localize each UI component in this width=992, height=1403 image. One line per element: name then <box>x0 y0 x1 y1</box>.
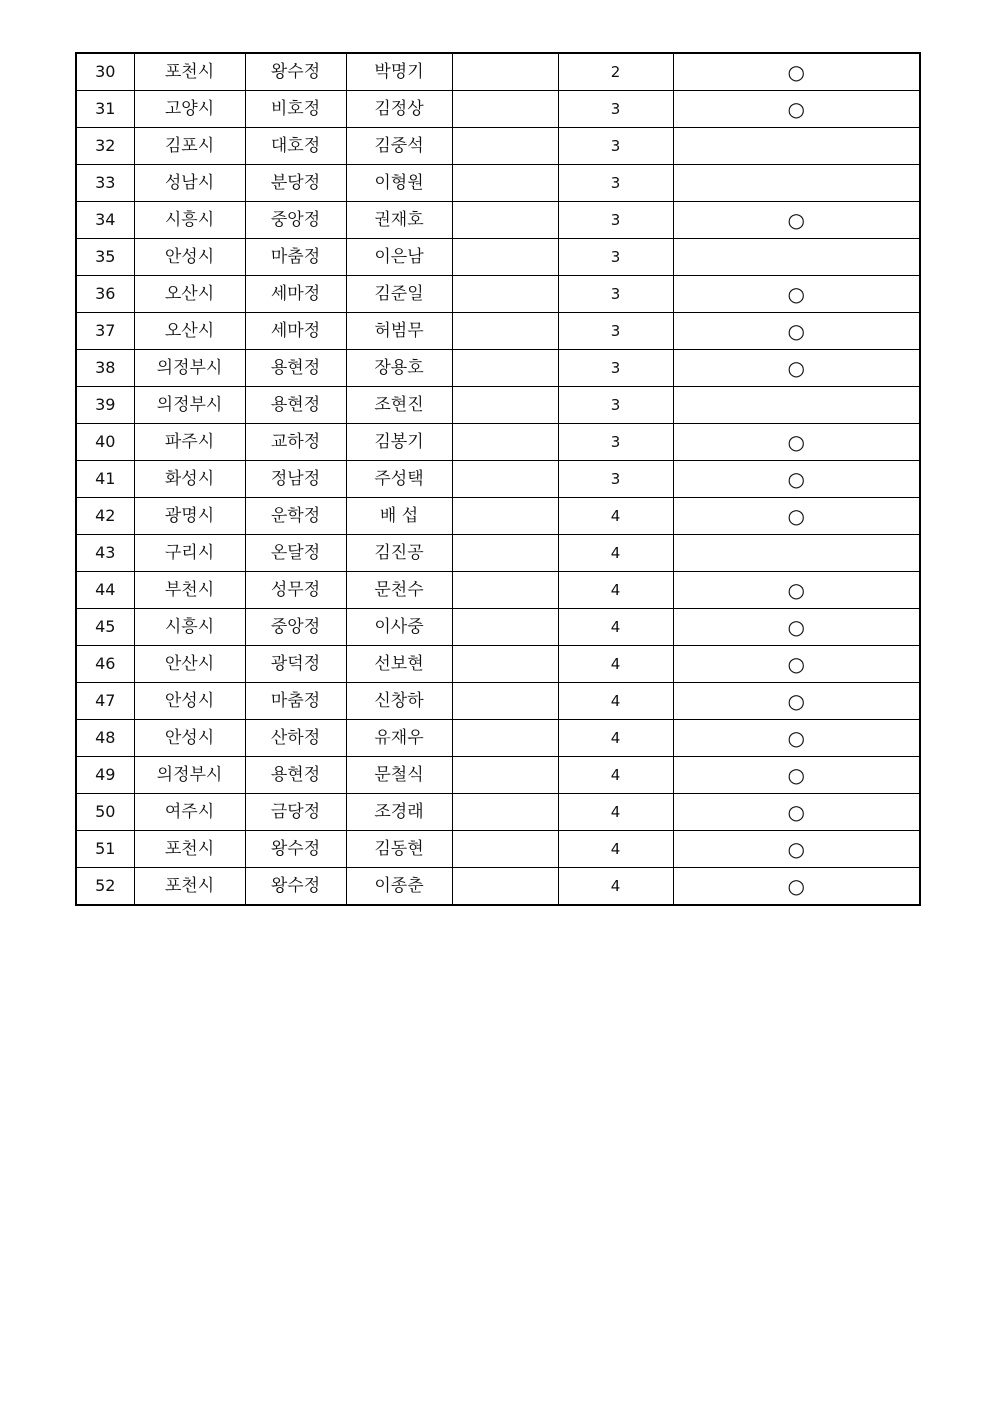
blank-cell <box>452 53 558 91</box>
blank-cell <box>452 461 558 498</box>
branch-cell: 왕수정 <box>245 831 346 868</box>
grade-cell: 4 <box>558 720 673 757</box>
check-mark-cell <box>673 239 920 276</box>
city-cell: 포천시 <box>134 53 245 91</box>
grade-cell: 4 <box>558 609 673 646</box>
blank-cell <box>452 387 558 424</box>
member-name-cell: 박명기 <box>346 53 452 91</box>
grade-cell: 4 <box>558 498 673 535</box>
city-cell: 고양시 <box>134 91 245 128</box>
member-name-cell: 문철식 <box>346 757 452 794</box>
blank-cell <box>452 276 558 313</box>
table-row <box>76 646 920 683</box>
city-cell: 파주시 <box>134 424 245 461</box>
member-name-cell: 이형원 <box>346 165 452 202</box>
check-mark-cell: ○ <box>673 831 920 868</box>
blank-cell <box>452 794 558 831</box>
branch-cell: 교하정 <box>245 424 346 461</box>
row-number-cell: 34 <box>76 202 134 239</box>
blank-cell <box>452 535 558 572</box>
member-name-cell: 선보현 <box>346 646 452 683</box>
table-row <box>76 609 920 646</box>
check-mark-cell: ○ <box>673 757 920 794</box>
grade-cell: 3 <box>558 239 673 276</box>
blank-cell <box>452 313 558 350</box>
city-cell: 포천시 <box>134 831 245 868</box>
member-name-cell: 조경래 <box>346 794 452 831</box>
member-name-cell: 장용호 <box>346 350 452 387</box>
table-row <box>76 461 920 498</box>
table-row <box>76 683 920 720</box>
member-name-cell: 주성택 <box>346 461 452 498</box>
branch-cell: 용현정 <box>245 350 346 387</box>
branch-cell: 대호정 <box>245 128 346 165</box>
check-mark-cell: ○ <box>673 91 920 128</box>
member-name-cell: 허범무 <box>346 313 452 350</box>
row-number-cell: 44 <box>76 572 134 609</box>
row-number-cell: 42 <box>76 498 134 535</box>
table-row <box>76 868 920 906</box>
branch-cell: 용현정 <box>245 387 346 424</box>
table-row <box>76 165 920 202</box>
grade-cell: 4 <box>558 535 673 572</box>
row-number-cell: 38 <box>76 350 134 387</box>
blank-cell <box>452 424 558 461</box>
blank-cell <box>452 720 558 757</box>
grade-cell: 2 <box>558 53 673 91</box>
branch-cell: 중앙정 <box>245 202 346 239</box>
member-name-cell: 김정상 <box>346 91 452 128</box>
branch-cell: 마춤정 <box>245 239 346 276</box>
row-number-cell: 52 <box>76 868 134 906</box>
check-mark-cell: ○ <box>673 609 920 646</box>
check-mark-cell: ○ <box>673 646 920 683</box>
check-mark-cell: ○ <box>673 313 920 350</box>
check-mark-cell <box>673 387 920 424</box>
city-cell: 포천시 <box>134 868 245 906</box>
grade-cell: 3 <box>558 387 673 424</box>
table-row <box>76 91 920 128</box>
branch-cell: 광덕정 <box>245 646 346 683</box>
grade-cell: 3 <box>558 165 673 202</box>
grade-cell: 3 <box>558 424 673 461</box>
roster-table <box>75 52 921 906</box>
grade-cell: 4 <box>558 794 673 831</box>
row-number-cell: 50 <box>76 794 134 831</box>
grade-cell: 3 <box>558 350 673 387</box>
row-number-cell: 36 <box>76 276 134 313</box>
blank-cell <box>452 128 558 165</box>
member-name-cell: 김준일 <box>346 276 452 313</box>
blank-cell <box>452 609 558 646</box>
grade-cell: 3 <box>558 202 673 239</box>
member-name-cell: 조현진 <box>346 387 452 424</box>
table-row <box>76 424 920 461</box>
branch-cell: 세마정 <box>245 313 346 350</box>
row-number-cell: 47 <box>76 683 134 720</box>
grade-cell: 3 <box>558 276 673 313</box>
row-number-cell: 41 <box>76 461 134 498</box>
table-row <box>76 498 920 535</box>
table-row <box>76 387 920 424</box>
city-cell: 안산시 <box>134 646 245 683</box>
blank-cell <box>452 202 558 239</box>
blank-cell <box>452 646 558 683</box>
check-mark-cell: ○ <box>673 498 920 535</box>
blank-cell <box>452 572 558 609</box>
member-name-cell: 이은남 <box>346 239 452 276</box>
branch-cell: 세마정 <box>245 276 346 313</box>
city-cell: 시흥시 <box>134 202 245 239</box>
row-number-cell: 48 <box>76 720 134 757</box>
branch-cell: 금당정 <box>245 794 346 831</box>
row-number-cell: 35 <box>76 239 134 276</box>
table-row <box>76 276 920 313</box>
city-cell: 안성시 <box>134 683 245 720</box>
row-number-cell: 39 <box>76 387 134 424</box>
branch-cell: 용현정 <box>245 757 346 794</box>
blank-cell <box>452 165 558 202</box>
blank-cell <box>452 91 558 128</box>
city-cell: 의정부시 <box>134 350 245 387</box>
check-mark-cell: ○ <box>673 683 920 720</box>
city-cell: 의정부시 <box>134 757 245 794</box>
blank-cell <box>452 831 558 868</box>
row-number-cell: 31 <box>76 91 134 128</box>
branch-cell: 분당정 <box>245 165 346 202</box>
city-cell: 광명시 <box>134 498 245 535</box>
check-mark-cell: ○ <box>673 868 920 906</box>
blank-cell <box>452 498 558 535</box>
grade-cell: 4 <box>558 683 673 720</box>
check-mark-cell: ○ <box>673 572 920 609</box>
branch-cell: 온달정 <box>245 535 346 572</box>
table-row <box>76 535 920 572</box>
row-number-cell: 30 <box>76 53 134 91</box>
member-name-cell: 김동현 <box>346 831 452 868</box>
table-row <box>76 831 920 868</box>
city-cell: 김포시 <box>134 128 245 165</box>
row-number-cell: 46 <box>76 646 134 683</box>
member-name-cell: 신창하 <box>346 683 452 720</box>
table-row <box>76 757 920 794</box>
check-mark-cell: ○ <box>673 794 920 831</box>
branch-cell: 왕수정 <box>245 868 346 906</box>
city-cell: 오산시 <box>134 276 245 313</box>
city-cell: 안성시 <box>134 239 245 276</box>
grade-cell: 4 <box>558 831 673 868</box>
table-row <box>76 202 920 239</box>
city-cell: 오산시 <box>134 313 245 350</box>
branch-cell: 마춤정 <box>245 683 346 720</box>
branch-cell: 성무정 <box>245 572 346 609</box>
member-name-cell: 유재우 <box>346 720 452 757</box>
member-name-cell: 문천수 <box>346 572 452 609</box>
check-mark-cell: ○ <box>673 461 920 498</box>
grade-cell: 3 <box>558 128 673 165</box>
branch-cell: 산하정 <box>245 720 346 757</box>
check-mark-cell: ○ <box>673 350 920 387</box>
check-mark-cell: ○ <box>673 276 920 313</box>
check-mark-cell <box>673 535 920 572</box>
row-number-cell: 32 <box>76 128 134 165</box>
grade-cell: 4 <box>558 572 673 609</box>
member-name-cell: 김진공 <box>346 535 452 572</box>
branch-cell: 왕수정 <box>245 53 346 91</box>
city-cell: 성남시 <box>134 165 245 202</box>
check-mark-cell <box>673 128 920 165</box>
member-name-cell: 배 섭 <box>346 498 452 535</box>
branch-cell: 중앙정 <box>245 609 346 646</box>
branch-cell: 정남정 <box>245 461 346 498</box>
member-name-cell: 이사중 <box>346 609 452 646</box>
blank-cell <box>452 757 558 794</box>
row-number-cell: 45 <box>76 609 134 646</box>
table-row <box>76 720 920 757</box>
city-cell: 화성시 <box>134 461 245 498</box>
table-row <box>76 350 920 387</box>
row-number-cell: 37 <box>76 313 134 350</box>
table-row <box>76 572 920 609</box>
member-name-cell: 권재호 <box>346 202 452 239</box>
city-cell: 여주시 <box>134 794 245 831</box>
city-cell: 시흥시 <box>134 609 245 646</box>
grade-cell: 3 <box>558 461 673 498</box>
grade-cell: 4 <box>558 868 673 906</box>
blank-cell <box>452 868 558 906</box>
check-mark-cell: ○ <box>673 424 920 461</box>
branch-cell: 비호정 <box>245 91 346 128</box>
table-row <box>76 53 920 91</box>
blank-cell <box>452 683 558 720</box>
check-mark-cell: ○ <box>673 202 920 239</box>
check-mark-cell: ○ <box>673 720 920 757</box>
row-number-cell: 40 <box>76 424 134 461</box>
roster-table-body <box>76 53 920 905</box>
table-row <box>76 794 920 831</box>
city-cell: 안성시 <box>134 720 245 757</box>
blank-cell <box>452 239 558 276</box>
blank-cell <box>452 350 558 387</box>
table-row <box>76 128 920 165</box>
check-mark-cell <box>673 165 920 202</box>
check-mark-cell: ○ <box>673 53 920 91</box>
city-cell: 의정부시 <box>134 387 245 424</box>
city-cell: 구리시 <box>134 535 245 572</box>
member-name-cell: 김봉기 <box>346 424 452 461</box>
row-number-cell: 43 <box>76 535 134 572</box>
row-number-cell: 33 <box>76 165 134 202</box>
table-row <box>76 239 920 276</box>
branch-cell: 운학정 <box>245 498 346 535</box>
table-row <box>76 313 920 350</box>
row-number-cell: 51 <box>76 831 134 868</box>
city-cell: 부천시 <box>134 572 245 609</box>
grade-cell: 4 <box>558 646 673 683</box>
row-number-cell: 49 <box>76 757 134 794</box>
grade-cell: 3 <box>558 313 673 350</box>
grade-cell: 3 <box>558 91 673 128</box>
grade-cell: 4 <box>558 757 673 794</box>
member-name-cell: 이종춘 <box>346 868 452 906</box>
member-name-cell: 김중석 <box>346 128 452 165</box>
